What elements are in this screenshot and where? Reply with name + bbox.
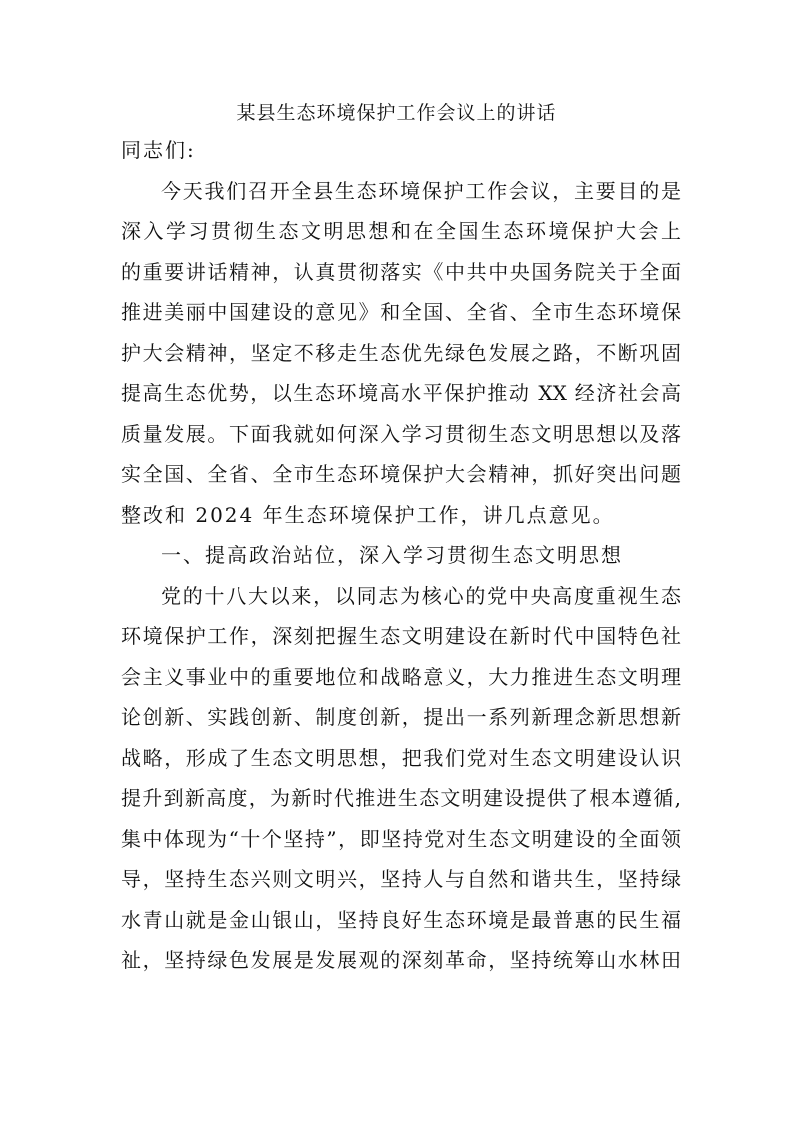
paragraph-line: 深入学习贯彻生态文明思想和在全国生态环境保护大会上 (121, 219, 681, 243)
paragraph-line: 质量发展。下面我就如何深入学习贯彻生态文明思想以及落 (121, 421, 681, 446)
paragraph-line: 今天我们召开全县生态环境保护工作会议，主要目的是 (161, 178, 681, 203)
paragraph-line: 水青山就是金山银山，坚持良好生态环境是最普惠的民生福 (121, 907, 681, 932)
paragraph-line: 祉，坚持绿色发展是发展观的深刻革命，坚持统筹山水林田 (121, 948, 681, 972)
salutation: 同志们: (121, 138, 196, 162)
paragraph-line: 论创新、实践创新、制度创新，提出一系列新理念新思想新 (121, 705, 681, 729)
paragraph-line: 集中体现为“十个坚持”，即坚持党对生态文明建设的全面领 (121, 826, 681, 851)
paragraph-line: 会主义事业中的重要地位和战略意义，大力推进生态文明理 (121, 664, 681, 689)
section-heading: 一、提高政治站位，深入学习贯彻生态文明思想 (161, 543, 623, 567)
document-title: 某县生态环境保护工作会议上的讲话 (236, 102, 557, 124)
paragraph-line: 提升到新高度，为新时代推进生态文明建设提供了根本遵循, (121, 786, 681, 810)
paragraph-line: 提高生态优势，以生态环境高水平保护推动 XX 经济社会高 (121, 381, 681, 405)
paragraph-line: 的重要讲话精神，认真贯彻落实《中共中央国务院关于全面 (121, 259, 681, 284)
paragraph-line: 推进美丽中国建设的意见》和全国、全省、全市生态环境保 (121, 300, 681, 324)
document-body (121, 130, 681, 981)
paragraph-line: 环境保护工作，深刻把握生态文明建设在新时代中国特色社 (121, 624, 681, 648)
paragraph-line: 战略，形成了生态文明思想，把我们党对生态文明建设认识 (121, 745, 681, 770)
paragraph-line: 导，坚持生态兴则文明兴，坚持人与自然和谐共生，坚持绿 (121, 867, 681, 891)
paragraph-line: 党的十八大以来，以同志为核心的党中央高度重视生态 (161, 583, 681, 608)
paragraph-line: 护大会精神，坚定不移走生态优先绿色发展之路，不断巩固 (121, 340, 681, 365)
paragraph-line: 整改和 2024 年生态环境保护工作，讲几点意见。 (121, 502, 615, 527)
paragraph-line: 实全国、全省、全市生态环境保护大会精神，抓好突出问题 (121, 462, 681, 486)
